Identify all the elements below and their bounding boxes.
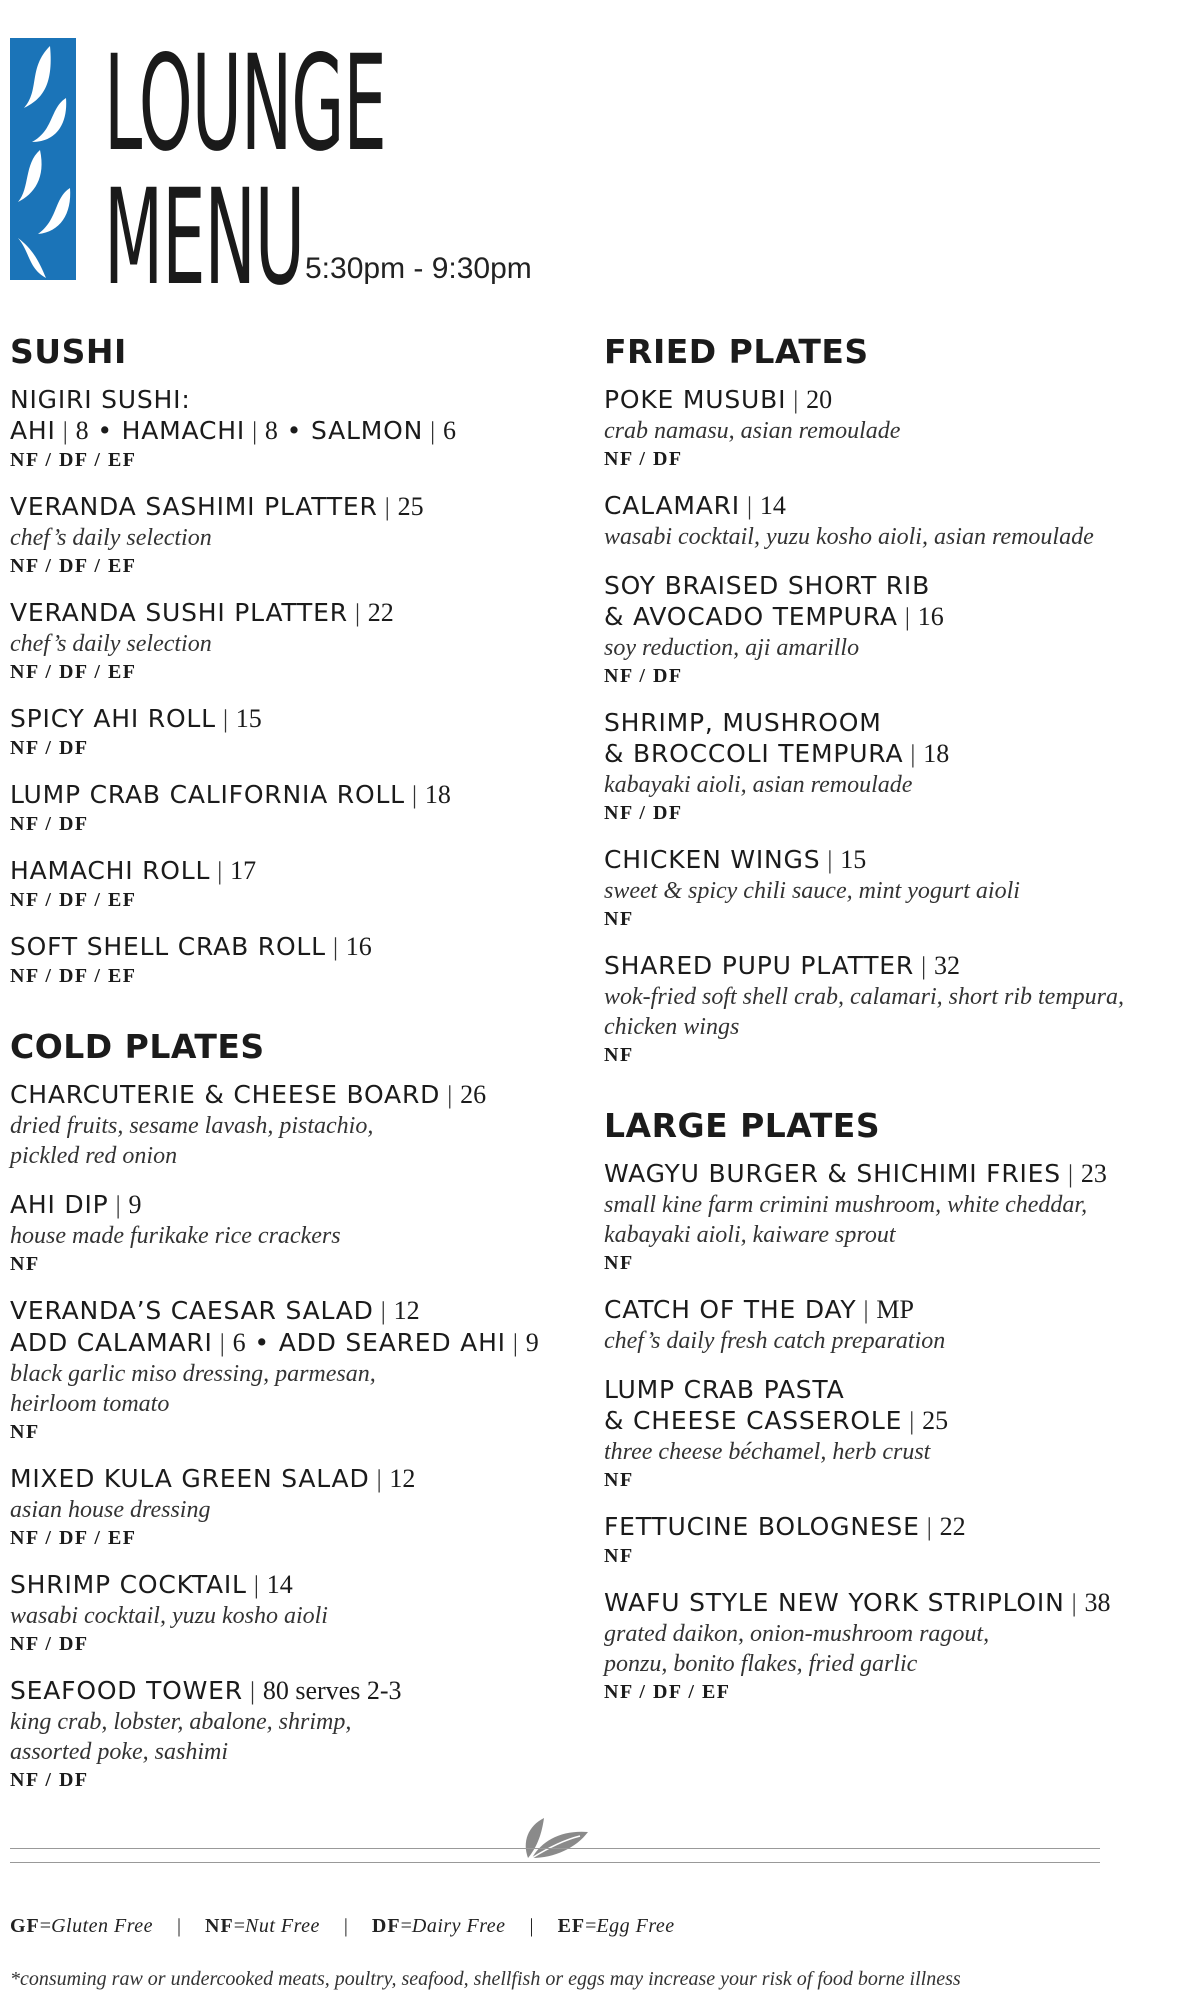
item-price: 26 — [460, 1080, 487, 1109]
item-name-line: NIGIRI SUSHI: — [10, 385, 191, 414]
item-price: 6 — [232, 1328, 246, 1357]
price-separator: | — [919, 1514, 940, 1541]
item-name-line: & AVOCADO TEMPURA | 16 — [604, 602, 944, 631]
price-separator: | — [820, 847, 841, 874]
price-separator: | — [377, 494, 398, 521]
item-description: chef’s daily selection — [10, 631, 212, 657]
menu-item — [604, 490, 1164, 552]
divider-top — [10, 1848, 1100, 1849]
item-name — [10, 597, 570, 629]
item-price: 14 — [759, 491, 786, 520]
bullet-separator: • — [88, 416, 122, 445]
item-description: heirloom tomato — [10, 1391, 170, 1417]
legend-equals: = — [400, 1915, 412, 1937]
legend-abbr: NF — [205, 1915, 234, 1937]
item-price: 22 — [939, 1512, 966, 1541]
price-separator: | — [739, 493, 760, 520]
item-description: chef’s daily fresh catch preparation — [604, 1328, 946, 1354]
item-price: 12 — [393, 1296, 420, 1325]
item-name — [604, 1294, 1164, 1326]
price-separator: | — [215, 706, 236, 733]
item-price: 16 — [917, 602, 944, 631]
item-name — [10, 1189, 570, 1221]
item-name — [10, 1295, 570, 1359]
item-name-line: CHARCUTERIE & CHEESE BOARD | 26 — [10, 1080, 487, 1109]
item-price: 18 — [923, 739, 950, 768]
dietary-tags: NF / DF / EF — [10, 661, 137, 683]
item-name — [10, 855, 570, 887]
price-separator: | — [440, 1082, 461, 1109]
bullet-separator: • — [277, 416, 311, 445]
item-price: 9 — [525, 1328, 539, 1357]
item-name — [604, 570, 1164, 633]
menu-item — [10, 491, 570, 579]
menu-item — [10, 597, 570, 685]
item-price: 8 — [264, 416, 278, 445]
item-price: 12 — [389, 1464, 416, 1493]
price-separator: | — [347, 600, 368, 627]
item-name-line: AHI | 8 • HAMACHI | 8 • SALMON | 6 — [10, 416, 456, 445]
menu-item — [10, 1463, 570, 1551]
item-name-line: CATCH OF THE DAY | MP — [604, 1295, 914, 1324]
item-name-line: SPICY AHI ROLL | 15 — [10, 704, 262, 733]
item-price: 22 — [367, 598, 394, 627]
item-description: chef’s daily selection — [10, 525, 212, 551]
price-separator: | — [246, 1572, 267, 1599]
price-separator: | — [212, 1330, 233, 1357]
menu-item — [604, 1294, 1164, 1356]
item-name-line: CHICKEN WINGS | 15 — [604, 845, 867, 874]
menu-section — [604, 1106, 1164, 1705]
logo-icon — [10, 38, 76, 280]
price-separator: | — [903, 741, 924, 768]
section-title: COLD PLATES — [10, 1027, 265, 1066]
item-name-line: & CHEESE CASSEROLE | 25 — [604, 1406, 949, 1435]
price-separator: | — [1060, 1161, 1081, 1188]
menu-item — [604, 570, 1164, 689]
dietary-tags: NF / DF / EF — [10, 555, 137, 577]
section-title: FRIED PLATES — [604, 332, 869, 371]
legend-abbr: GF — [10, 1915, 40, 1937]
item-price: 16 — [345, 932, 372, 961]
section-title: LARGE PLATES — [604, 1106, 881, 1145]
item-price: 15 — [840, 845, 867, 874]
menu-column-right — [604, 332, 1164, 1723]
service-hours: 5:30pm - 9:30pm — [305, 252, 532, 285]
item-name-line: HAMACHI ROLL | 17 — [10, 856, 257, 885]
dietary-tags: NF / DF — [10, 813, 89, 835]
item-name — [10, 384, 570, 447]
item-description: wok-fried soft shell crab, calamari, short rib tempura, — [604, 984, 1124, 1010]
menu-item — [604, 1374, 1164, 1493]
dietary-tags: NF / DF — [604, 448, 683, 470]
price-separator: | — [325, 934, 346, 961]
dietary-legend — [10, 1915, 675, 1938]
dietary-tags: NF — [604, 1469, 634, 1491]
dietary-tags: NF / DF / EF — [10, 965, 137, 987]
item-price: MP — [876, 1295, 914, 1324]
item-name-line: & BROCCOLI TEMPURA | 18 — [604, 739, 950, 768]
item-name — [604, 1511, 1164, 1543]
item-name — [604, 1374, 1164, 1437]
item-name-line: VERANDA SUSHI PLATTER | 22 — [10, 598, 394, 627]
item-price: 9 — [128, 1190, 142, 1219]
item-name-line: VERANDA SASHIMI PLATTER | 25 — [10, 492, 424, 521]
price-separator: | — [914, 953, 934, 980]
legend-text: Egg Free — [596, 1915, 675, 1937]
price-separator: | — [856, 1297, 877, 1324]
item-name — [10, 931, 570, 963]
item-description: wasabi cocktail, yuzu kosho aioli — [10, 1603, 328, 1629]
dietary-tags: NF — [604, 1252, 634, 1274]
item-description: crab namasu, asian remoulade — [604, 418, 901, 444]
price-separator: | — [505, 1330, 526, 1357]
item-name — [604, 707, 1164, 770]
item-name — [10, 703, 570, 735]
dietary-tags: NF / DF — [604, 665, 683, 687]
item-description: king crab, lobster, abalone, shrimp, — [10, 1709, 352, 1735]
legend-text: Nut Free — [244, 1915, 320, 1937]
item-name — [10, 779, 570, 811]
item-price: 23 — [1080, 1159, 1107, 1188]
menu-section — [10, 332, 570, 989]
item-name — [604, 950, 1164, 982]
menu-title-line2: MENU — [104, 161, 305, 315]
item-name-line: SEAFOOD TOWER | 80 serves 2-3 — [10, 1676, 402, 1705]
item-price: 18 — [424, 780, 451, 809]
item-name-line: POKE MUSUBI | 20 — [604, 385, 833, 414]
item-name-line: LUMP CRAB PASTA — [604, 1375, 845, 1404]
item-name — [10, 491, 570, 523]
item-name-line: SHARED PUPU PLATTER | 32 — [604, 951, 960, 980]
price-separator: | — [902, 1408, 923, 1435]
dietary-tags: NF / DF — [10, 737, 89, 759]
price-separator: | — [369, 1466, 390, 1493]
item-price: 17 — [230, 856, 257, 885]
item-description: sweet & spicy chili sauce, mint yogurt aioli — [604, 878, 1020, 904]
item-name — [604, 1158, 1164, 1190]
menu-section — [10, 1027, 570, 1793]
menu-item — [604, 1587, 1164, 1705]
item-description: black garlic miso dressing, parmesan, — [10, 1361, 376, 1387]
legend-separator: | — [177, 1915, 182, 1937]
legend-equals: = — [585, 1915, 597, 1937]
legend-abbr: EF — [557, 1915, 586, 1937]
item-name-line: SHRIMP COCKTAIL | 14 — [10, 1570, 293, 1599]
item-name-line: SOY BRAISED SHORT RIB — [604, 571, 931, 600]
dietary-tags: NF / DF — [604, 802, 683, 824]
menu-item — [10, 1079, 570, 1171]
legend-separator: | — [529, 1915, 534, 1937]
item-description: kabayaki aioli, asian remoulade — [604, 772, 913, 798]
leaf-icon — [518, 1814, 590, 1862]
price-separator: | — [210, 858, 231, 885]
price-separator: | — [1064, 1590, 1085, 1617]
menu-item — [10, 855, 570, 913]
legend-text: Dairy Free — [411, 1915, 506, 1937]
item-name-line: VERANDA’S CAESAR SALAD | 12 — [10, 1296, 420, 1325]
legend-equals: = — [39, 1915, 52, 1937]
item-price: 25 — [922, 1406, 949, 1435]
menu-item — [604, 1158, 1164, 1276]
item-name-line: FETTUCINE BOLOGNESE | 22 — [604, 1512, 966, 1541]
item-description: ponzu, bonito flakes, fried garlic — [604, 1651, 918, 1677]
menu-column-left — [10, 332, 570, 1811]
price-separator: | — [108, 1192, 129, 1219]
price-separator: | — [423, 418, 443, 445]
item-description: dried fruits, sesame lavash, pistachio, — [10, 1113, 374, 1139]
dietary-tags: NF / DF — [10, 1633, 89, 1655]
item-name — [10, 1079, 570, 1111]
item-price: 38 — [1084, 1588, 1111, 1617]
menu-item — [10, 1295, 570, 1445]
price-separator: | — [373, 1298, 394, 1325]
item-description: wasabi cocktail, yuzu kosho aioli, asian remoulade — [604, 524, 1094, 550]
item-price: 32 — [933, 951, 960, 980]
section-title: SUSHI — [10, 332, 127, 371]
legend-text: Gluten Free — [51, 1915, 154, 1937]
item-name-line: CALAMARI | 14 — [604, 491, 786, 520]
item-description: kabayaki aioli, kaiware sprout — [604, 1222, 896, 1248]
item-name-line: WAFU STYLE NEW YORK STRIPLOIN | 38 — [604, 1588, 1111, 1617]
item-name-line: SHRIMP, MUSHROOM — [604, 708, 882, 737]
item-description: small kine farm crimini mushroom, white cheddar, — [604, 1192, 1088, 1218]
item-description: three cheese béchamel, herb crust — [604, 1439, 931, 1465]
menu-item — [10, 1189, 570, 1277]
dietary-tags: NF — [10, 1253, 40, 1275]
item-name-line: LUMP CRAB CALIFORNIA ROLL | 18 — [10, 780, 451, 809]
price-separator: | — [786, 387, 807, 414]
item-name-line: MIXED KULA GREEN SALAD | 12 — [10, 1464, 416, 1493]
menu-section — [604, 332, 1164, 1068]
price-separator: | — [55, 418, 76, 445]
dietary-tags: NF / DF / EF — [10, 889, 137, 911]
item-price: 8 — [75, 416, 89, 445]
dietary-tags: NF — [604, 1044, 634, 1066]
price-separator: | — [404, 782, 425, 809]
menu-item — [10, 931, 570, 989]
dietary-tags: NF / DF — [10, 1769, 89, 1791]
legend-separator: | — [343, 1915, 348, 1937]
item-description: grated daikon, onion-mushroom ragout, — [604, 1621, 990, 1647]
item-price: 20 — [806, 385, 833, 414]
item-description: pickled red onion — [10, 1143, 178, 1169]
item-price: 15 — [235, 704, 262, 733]
dietary-tags: NF — [604, 1545, 634, 1567]
menu-item — [604, 1511, 1164, 1569]
menu-item — [604, 950, 1164, 1068]
item-name — [604, 490, 1164, 522]
item-name — [10, 1569, 570, 1601]
item-name — [10, 1463, 570, 1495]
menu-item — [10, 384, 570, 473]
consumption-warning: *consuming raw or undercooked meats, poultry, seafood, shellfish or eggs may increase your risk of food borne illness — [10, 1968, 961, 1990]
menu-title-line1: LOUNGE — [104, 27, 386, 181]
item-price: 14 — [266, 1570, 293, 1599]
item-price: 80 serves 2-3 — [262, 1676, 402, 1705]
item-price: 25 — [397, 492, 424, 521]
price-separator: | — [245, 418, 265, 445]
price-separator: | — [242, 1678, 263, 1705]
item-description: chicken wings — [604, 1014, 740, 1040]
menu-item — [604, 384, 1164, 472]
item-name — [604, 384, 1164, 416]
menu-item — [10, 703, 570, 761]
bullet-separator: • — [245, 1328, 279, 1357]
item-price: 6 — [443, 416, 456, 445]
item-description: soy reduction, aji amarillo — [604, 635, 860, 661]
item-name-line: SOFT SHELL CRAB ROLL | 16 — [10, 932, 372, 961]
dietary-tags: NF — [10, 1421, 40, 1443]
divider-bottom — [10, 1862, 1100, 1863]
menu-item — [604, 707, 1164, 826]
menu-item — [10, 779, 570, 837]
item-description: assorted poke, sashimi — [10, 1739, 228, 1765]
item-description: house made furikake rice crackers — [10, 1223, 341, 1249]
item-name — [10, 1675, 570, 1707]
item-name-line: ADD CALAMARI | 6 • ADD SEARED AHI | 9 — [10, 1328, 539, 1357]
item-name-line: WAGYU BURGER & SHICHIMI FRIES | 23 — [604, 1159, 1107, 1188]
dietary-tags: NF / DF / EF — [10, 1527, 137, 1549]
menu-item — [10, 1675, 570, 1793]
menu-item — [604, 844, 1164, 932]
legend-equals: = — [233, 1915, 245, 1937]
price-separator: | — [897, 604, 918, 631]
item-name — [604, 1587, 1164, 1619]
legend-abbr: DF — [371, 1915, 401, 1937]
item-name — [604, 844, 1164, 876]
menu-item — [10, 1569, 570, 1657]
dietary-tags: NF / DF / EF — [604, 1681, 731, 1703]
dietary-tags: NF / DF / EF — [10, 449, 137, 471]
item-description: asian house dressing — [10, 1497, 211, 1523]
dietary-tags: NF — [604, 908, 634, 930]
item-name-line: AHI DIP | 9 — [10, 1190, 142, 1219]
